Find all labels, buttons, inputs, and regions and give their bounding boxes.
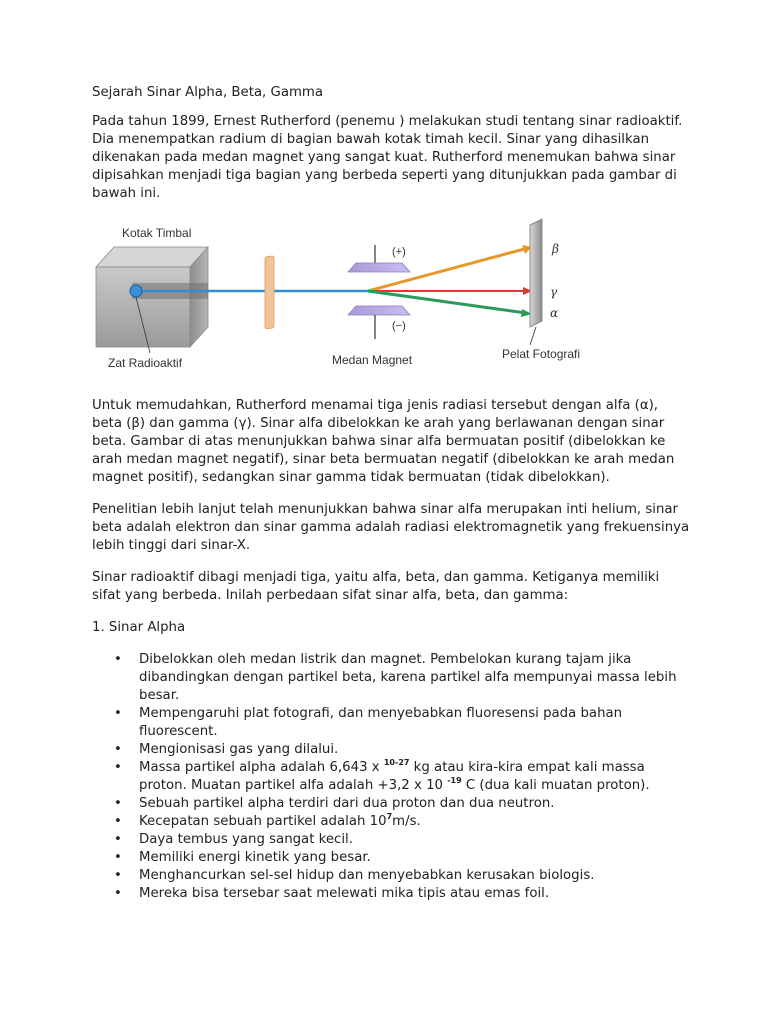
radioactive-source bbox=[130, 285, 142, 297]
label-beta: β bbox=[552, 242, 559, 256]
bullet-icon: • bbox=[114, 886, 122, 901]
bullet-icon: • bbox=[114, 796, 122, 811]
bullet-icon: • bbox=[114, 814, 122, 829]
bullet-icon: • bbox=[114, 706, 122, 721]
list-item: • Memiliki energi kinetik yang besar. bbox=[114, 850, 371, 865]
label-plus: (+) bbox=[392, 246, 406, 258]
label-photographic-plate: Pelat Fotografi bbox=[502, 347, 581, 361]
slit-plate bbox=[265, 256, 274, 329]
label-radioactive-source: Zat Radioaktif bbox=[108, 356, 183, 370]
rutherford-figure bbox=[92, 217, 602, 377]
section-heading-alpha: 1. Sinar Alpha bbox=[92, 620, 186, 635]
list-item: • Mempengaruhi plat fotografi, dan menyebabkan fluoresensi pada bahan fluorescent. bbox=[114, 706, 623, 739]
label-minus: (−) bbox=[392, 320, 406, 332]
list-item: • Daya tembus yang sangat kecil. bbox=[114, 832, 353, 847]
paragraph-types: Sinar radioaktif dibagi menjadi tiga, yaitu alfa, beta, dan gamma. Ketiganya memiliki sifat yang berbeda. Inilah perbedaan sifat sinar alfa, beta, dan gamma: bbox=[92, 570, 660, 603]
bullet-icon: • bbox=[114, 760, 122, 775]
figure-diagram bbox=[92, 217, 602, 377]
paragraph-intro: Pada tahun 1899, Ernest Rutherford (penemu ) melakukan studi tentang sinar radioaktif. Dia menempatkan radium di bagian bawah kotak timah kecil. Sinar yang dihasilkan dikenakan pada medan magnet yang sangat kuat. Rutherford menemukan bahwa sinar dipisahkan menjadi tiga bagian yang berbeda seperti yang ditunjukkan pada gambar di bawah ini. bbox=[92, 114, 683, 201]
label-magnetic-field: Medan Magnet bbox=[332, 353, 413, 367]
photographic-plate bbox=[530, 219, 542, 327]
bullet-icon: • bbox=[114, 742, 122, 757]
doc-title: Sejarah Sinar Alpha, Beta, Gamma bbox=[92, 85, 324, 100]
list-item: • Massa partikel alpha adalah 6,643 x $^{10-27}$ kg atau kira-kira empat kali massa proton. Muatan partikel alfa adalah +3,2 x 10 $^{-19}$ C (dua kali muatan proton). bbox=[114, 758, 650, 793]
bullet-icon: • bbox=[114, 832, 122, 847]
alpha-properties-list bbox=[92, 651, 692, 903]
list-item: • Sebuah partikel alpha terdiri dari dua proton dan dua neutron. bbox=[114, 796, 555, 811]
label-gamma: γ bbox=[550, 285, 558, 299]
label-lead-box: Kotak Timbal bbox=[122, 226, 192, 240]
bullet-icon: • bbox=[114, 868, 122, 883]
plate-pointer bbox=[530, 327, 536, 345]
label-alpha: α bbox=[550, 306, 559, 320]
lead-box bbox=[96, 247, 208, 347]
document-page bbox=[92, 84, 692, 903]
bullet-icon: • bbox=[114, 850, 122, 865]
paragraph-research: Penelitian lebih lanjut telah menunjukkan bahwa sinar alfa merupakan inti helium, sinar beta adalah elektron dan sinar gamma adalah radiasi elektromagnetik yang frekuensinya lebih tinggi dari sinar-X. bbox=[92, 502, 690, 553]
list-item: • Dibelokkan oleh medan listrik dan magnet. Pembelokan kurang tajam jika dibandingkan dengan partikel beta, karena partikel alfa mempunyai massa lebih besar. bbox=[114, 652, 677, 703]
list-item: • Mengionisasi gas yang dilalui. bbox=[114, 742, 339, 757]
list-item: • Menghancurkan sel-sel hidup dan menyebabkan kerusakan biologis. bbox=[114, 868, 595, 883]
list-item: • Mereka bisa tersebar saat melewati mika tipis atau emas foil. bbox=[114, 886, 550, 901]
list-item: • Kecepatan sebuah partikel adalah $10^7m/s$. bbox=[114, 812, 421, 829]
paragraph-naming: Untuk memudahkan, Rutherford menamai tiga jenis radiasi tersebut dengan alfa (α), beta (β) dan gamma (γ). Sinar alfa dibelokkan ke arah yang berlawanan dengan sinar beta. Gambar di atas menunjukkan bahwa sinar alfa bermuatan positif (dibelokkan ke arah medan magnet negatif), sinar beta bermuatan negatif (dibelokkan ke arah medan magnet positif), sedangkan sinar gamma tidak bermuatan (tidak dibelokkan). bbox=[92, 398, 675, 485]
bullet-icon: • bbox=[114, 652, 122, 667]
